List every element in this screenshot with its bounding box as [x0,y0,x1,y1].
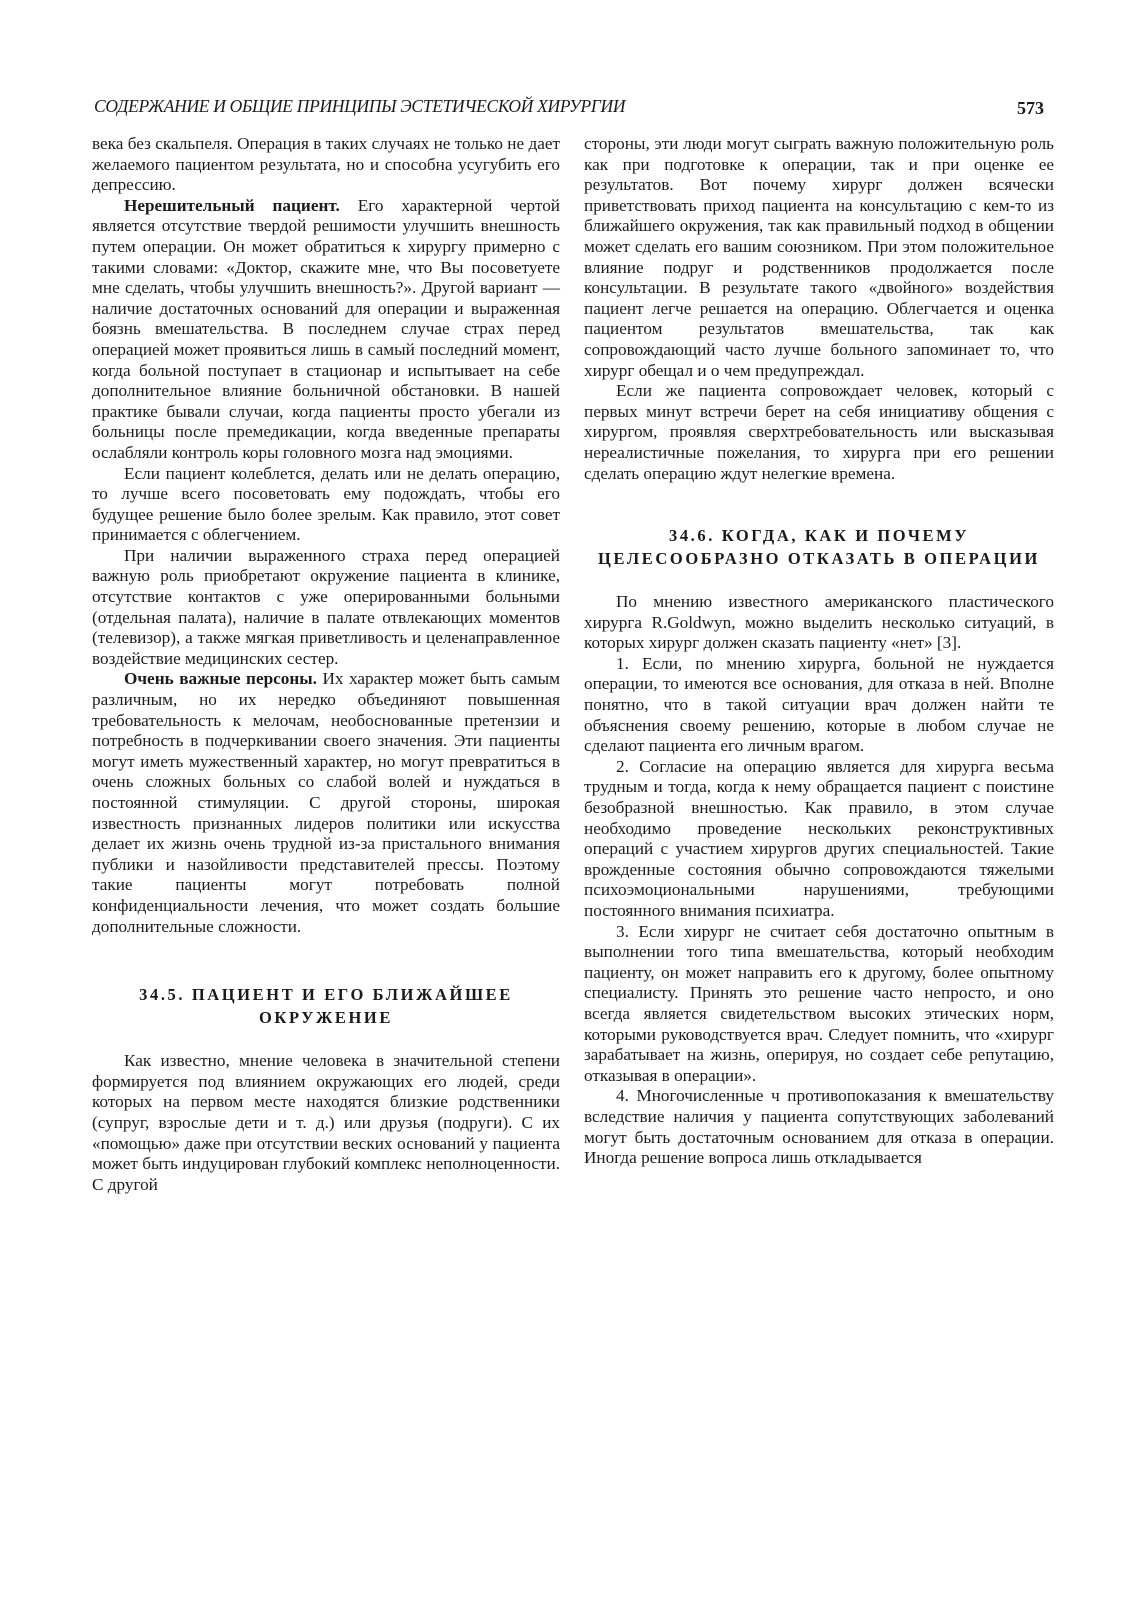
paragraph: Если же пациента сопровождает человек, который с первых минут встречи берет на себя инициативу общения с хирургом, проявляя сверхтребовательность или высказывая нереалистичные пожелания, то хирурга при его решении сделать операцию ждут нелегкие времена. [584,381,1054,483]
paragraph: При наличии выраженного страха перед операцией важную роль приобретают окружение пациента в клинике, отсутствие контактов с уже оперированными больными (отдельная палата), наличие в палате отвлекающих моментов (телевизор), а также мягкая приветливость и целенаправленное воздействие медицинских сестер. [92,545,560,668]
section-heading-line: 34.5. ПАЦИЕНТ И ЕГО БЛИЖАЙШЕЕ [139,985,513,1005]
paragraph [92,196,560,464]
right-column [584,134,1054,1574]
section-heading-34-5 [92,983,560,1029]
paragraph-text: Их характер может быть самым различным, но их нередко объединяют повышенная требовательность к мелочам, необоснованные претензии и потребность в подчеркивании своего значения. Эти пациенты могут иметь мужественный характер, но могут превратиться в очень сложных больных со слабой волей и нуждаться в постоянной стимуляции. С другой стороны, широкая известность признанных лидеров политики или искусства делает их жизнь очень трудной из-за пристального внимания публики и назойливости представителей прессы. Поэтому такие пациенты могут потребовать полной конфиденциальности лечения, что может создать большие дополнительные сложности. [92,669,560,936]
paragraph: Как известно, мнение человека в значительной степени формируется под влиянием окружающих его людей, среди которых на первом месте находятся близкие родственники (супруг, взрослые дети и т. д.) или друзья (подруги). С их «помощью» даже при отсутствии веских оснований у пациента может быть индуцирован глубокий комплекс неполноценности. С другой [92,1051,560,1194]
paragraph-lead: Очень важные персоны. [124,669,317,689]
section-heading-line: 34.6. КОГДА, КАК И ПОЧЕМУ [668,526,970,546]
running-head [94,96,1044,124]
paragraph: стороны, эти люди могут сыграть важную положительную роль как при подготовке к операции, так и при оценке ее результатов. Вот почему хирург должен всячески приветствовать приход пациента на консультацию с кем-то из ближайшего окружения, так как правильный подход в общении может сделать его вашим союзником. При этом положительное влияние подруг и родственников продолжается после консультации. В результате такого «двойного» воздействия пациент легче решается на операцию. Облегчается и оценка пациентом результатов вмешательства, так как сопровождающий часто лучше больного запоминает то, что хирург обещал и о чем предупреждал. [584,134,1054,380]
running-head-title: СОДЕРЖАНИЕ И ОБЩИЕ ПРИНЦИПЫ ЭСТЕТИЧЕСКОЙ ХИРУРГИИ [94,96,626,116]
section-heading-line: ЦЕЛЕСООБРАЗНО ОТКАЗАТЬ В ОПЕРАЦИИ [598,549,1040,569]
paragraph: века без скальпеля. Операция в таких случаях не только не дает желаемого пациентом результата, но и способна усугубить его депрессию. [92,134,560,195]
list-item: 1. Если, по мнению хирурга, больной не нуждается операции, то имеются все основания, для отказа в ней. Вполне понятно, что в такой ситуации врач должен найти те объяснения своему решению, которые в любом случае не сделают пациента его личным врагом. [584,653,1054,756]
section-heading-34-6 [584,524,1054,570]
page-number: 573 [1017,98,1044,118]
paragraph: По мнению известного американского пластического хирурга R.Goldwyn, можно выделить несколько ситуаций, в которых хирург должен сказать пациенту «нет» [3]. [584,592,1054,653]
left-column [92,134,560,1574]
list-item: 2. Согласие на операцию является для хирурга весьма трудным и тогда, когда к нему обращается пациент с поистине безобразной внешностью. Как правило, в этом случае необходимо проведение нескольких реконструктивных операций с участием хирургов других специальностей. Такие врожденные состояния обычно сопровождаются тяжелыми психоэмоциональными нарушениями, требующими постоянного внимания психиатра. [584,756,1054,920]
paragraph: Если пациент колеблется, делать или не делать операцию, то лучше всего посоветовать ему подождать, чтобы его будущее решение было более зрелым. Как правило, этот совет принимается с облегчением. [92,463,560,545]
paragraph [92,669,560,937]
list-item: 4. Многочисленные ч противопоказания к вмешательству вследствие наличия у пациента сопутствующих заболеваний могут быть достаточным основанием для отказа в операции. Иногда решение вопроса лишь откладывается [584,1086,1054,1168]
paragraph-text: Его характерной чертой является отсутствие твердой решимости улучшить внешность путем операции. Он может обратиться к хирургу примерно с такими словами: «Доктор, скажите мне, что Вы посоветуете мне сделать, чтобы улучшить внешность?». Другой вариант — наличие достаточных оснований для операции и выраженная боязнь вмешательства. В последнем случае страх перед операцией может проявиться лишь в самый последний момент, когда больной поступает в стационар и испытывает на себе дополнительное влияние больничной обстановки. В нашей практике бывали случаи, когда пациенты просто убегали из больницы после премедикации, когда введенные препараты ослабляли контроль коры головного мозга над эмоциями. [92,195,560,462]
list-item: 3. Если хирург не считает себя достаточно опытным в выполнении того типа вмешательства, который необходим пациенту, он может направить его к другому, более опытному специалисту. Принять это решение часто непросто, и оно всегда является свидетельством высоких этических норм, которыми руководствуется врач. Следует помнить, что «хирург зарабатывает на жизнь, оперируя, но создает себе репутацию, отказывая в операции». [584,921,1054,1085]
section-heading-line: ОКРУЖЕНИЕ [259,1008,393,1028]
paragraph-lead: Нерешительный пациент. [124,195,340,215]
